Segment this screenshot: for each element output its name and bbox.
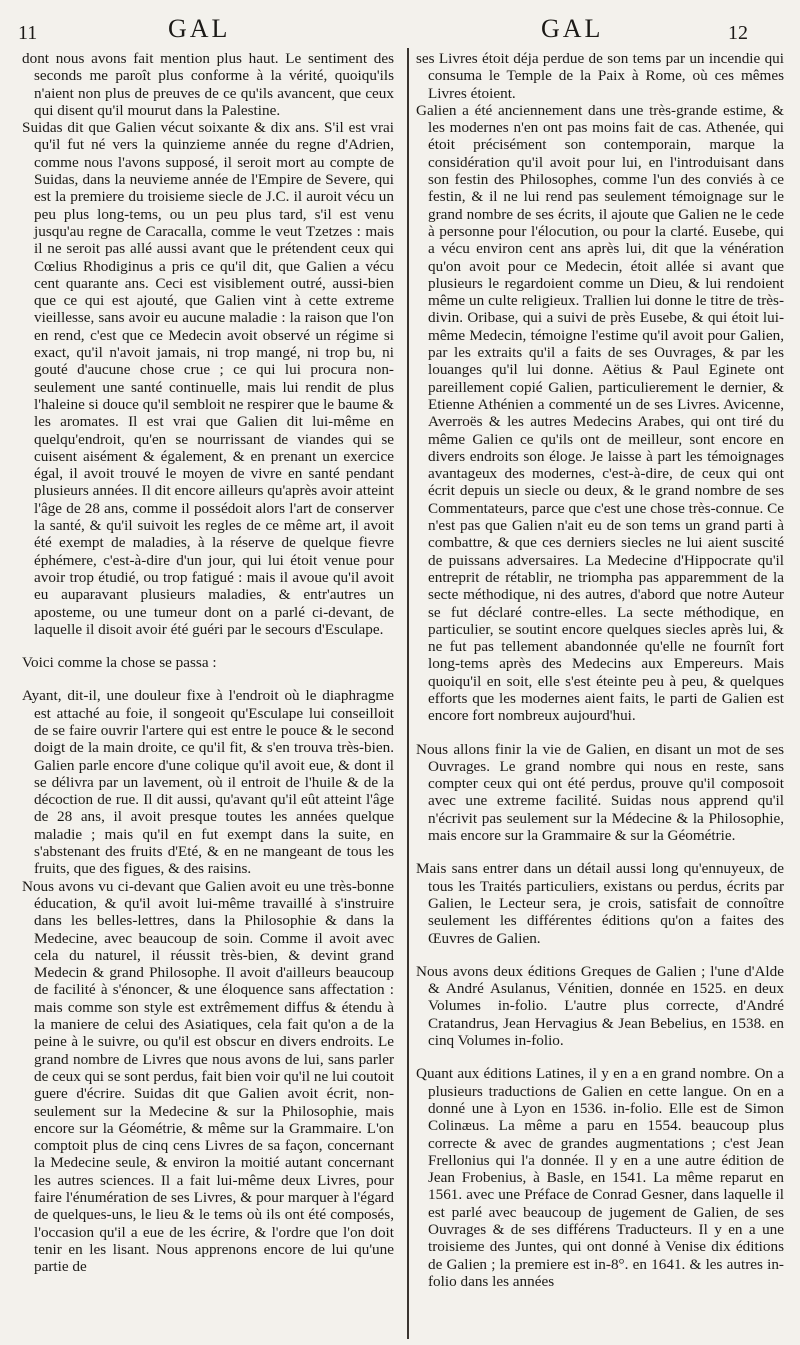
paragraph: Ayant, dit-il, une douleur fixe à l'endroit où le diaphragme est attaché au foie, il songeoit qu'Esculape lui conseilloit de se faire ouvrir l'artere qui est entre le pouce & le second doigt de la main droite, ce qu'il fit, & s'en trouva très-bien. Galien parle encore d'une colique qu'il avoit eue, & dont il se délivra par un lavement, où il entroit de l'huile & de la décoction de rue. Il dit aussi, qu'avant qu'il eût atteint l'âge de 28 ans, il avoit presque toutes les années quelque maladie ; mais qu'il en fut exempt dans la suite, en s'abstenant des fruits d'Eté, & en ne mangeant de tous les fruits, que des figues, & des raisins. xyxy=(22,687,394,878)
paragraph: Nous allons finir la vie de Galien, en disant un mot de ses Ouvrages. Le grand nombre qui nous en reste, sans compter ceux qui ont été perdus, prouve qu'il composoit avec une extreme facilité. Suidas nous apprend qu'il n'écrivit pas seulement sur la Médecine & la Philosophie, mais encore sur la Grammaire & sur la Géométrie. xyxy=(416,740,784,845)
paragraph: Galien a été anciennement dans une très-grande estime, & les modernes n'en ont pas moins fait de cas. Athenée, qui étoit précisément son contemporain, marque la considération qu'il avoit pour lui, en l'introduisant dans son festin des Philosophes, comme l'un des conviés à ce festin, & il ne lui rend pas seulement témoignage sur le grand nombre de ses écrits, il ajoute que Galien ne le cede à personne pour l'élocution, ou pour la clarté. Eusebe, qui a vécu environ cent ans après lui, dit que la vénération qu'on avoit pour ce Medecin, étoit allée si avant que plusieurs le regardoient comme un Dieu, & lui rendoient même un culte religieux. Trallien lui donne le titre de très-divin. Oribase, qui a suivi de près Eusebe, & qui étoit lui-même Medecin, témoigne l'estime qu'il avoit pour Galien, par les extraits qu'il a faits de ses Ouvrages, & par les louanges qu'il lui donne. Aëtius & Paul Eginete ont pareillement copié Galien, particulierement le dernier, & Etienne Athénien a commenté un de ses Livres. Avicenne, Averroës & les autres Medecins Arabes, qui ont tiré du même Galien ce qu'ils ont de meilleur, sont encore en divers endroits son éloge. Je laisse à part les témoignages avantageux des modernes, c'est-à-dire, de ceux qui ont écrit depuis un siecle ou deux, & le grand nombre de ses Commentateurs, parce que c'est une chose très-connue. Ce n'est pas que Galien n'ait eu de son tems un grand parti à combattre, & que ces derniers siecles ne lui aient suscité de puissans adversaires. La Medecine d'Hippocrate qu'il entreprit de rétablir, ne triompha pas apparemment de la secte méthodique, ni des autres, d'abord que notre Auteur se fut déclaré contre-elles. La secte méthodique, en particulier, se soutint encore quelques siecles après lui, & ne fut pas tellement abandonnée qu'elle ne fournît fort long-tems après des Medecins aux Empereurs. Mais quoiqu'il en soit, elle s'est éteinte peu à peu, & quelques efforts que les modernes aient faits, le parti de Galien est encore fort nombreux aujourd'hui. xyxy=(416,101,784,725)
running-head-left: GAL xyxy=(168,14,231,43)
right-column xyxy=(416,50,784,1290)
page-number-right: 12 xyxy=(728,22,748,44)
running-head-right: GAL xyxy=(541,14,604,43)
paragraph: ses Livres étoit déja perdue de son tems par un incendie qui consuma le Temple de la Paix à Rome, où ces mêmes Livres étoient. xyxy=(416,50,784,102)
paragraph: Mais sans entrer dans un détail aussi long qu'ennuyeux, de tous les Traités particuliers, existans ou perdus, écrits par Galien, le Lecteur sera, je crois, satisfait de connoître seulement les différentes éditions qu'on a faites des Œuvres de Galien. xyxy=(416,860,784,947)
paragraph: Quant aux éditions Latines, il y en a en grand nombre. On a plusieurs traductions de Galien en cette langue. On en a donné une à Lyon en 1536. in-folio. Elle est de Simon Colinæus. La même a paru en 1554. beaucoup plus correcte & avec de grandes augmentations ; c'est Jean Frellonius qui l'a donnée. Il y en a une autre édition de Jean Frobenius, à Basle, en 1541. La même reparut en 1561. avec une Préface de Conrad Gesner, dans laquelle il est parlé avec beaucoup de jugement de Galien, de ses Ouvrages & de ses différens Traducteurs. Il y en a une troisieme des Juntes, qui ont donné à Venise dix éditions de Galien ; la premiere est in-8°. en 1641. & les autres in-folio dans les années xyxy=(416,1065,784,1290)
page-number-left: 11 xyxy=(18,22,38,44)
paragraph: dont nous avons fait mention plus haut. Le sentiment des seconds me paroît plus conforme à la vérité, quoiqu'ils n'aient non plus de preuves de ce qu'ils avancent, que ceux qui disent qu'il mourut dans la Palestine. xyxy=(22,50,394,119)
paragraph: Nous avons vu ci-devant que Galien avoit eu une très-bonne éducation, & qu'il avoit lui-même travaillé à s'instruire dans les belles-lettres, dans la Philosophie & dans la Medecine, avec beaucoup de soin. Comme il avoit avec cela du naturel, il réussit très-bien, & devint grand Medecin & grand Philosophe. Il avoit d'ailleurs beaucoup de facilité à s'énoncer, & une éloquence sans affectation : mais comme son style est extrêmement diffus & étendu à la maniere de celui des Asiatiques, cela fait qu'on a de la peine à le suivre, ou qu'il est obscur en divers endroits. Le grand nombre de Livres que nous avons de lui, sans parler de ceux qui se sont perdus, fait bien voir qu'il ne lui coutoit guere d'écrire. Suidas dit que Galien avoit écrit, non-seulement sur la Medecine & sur la Philosophie, mais encore sur la Géométrie, & même sur la Grammaire. L'on comptoit plus de cinq cens Livres de sa façon, concernant la Medecine seule, & environ la moitié autant concernant les autres sciences. Il a fait lui-même deux Livres, pour faire l'énumération de ses Livres, & pour marquer à l'égard de quelques-uns, le lieu & le tems où ils ont été composés, l'occasion qu'il a eue de les écrire, & l'ordre que l'on doit tenir en les lisant. Nous apprenons encore de lui qu'une partie de xyxy=(22,877,394,1276)
paragraph: Suidas dit que Galien vécut soixante & dix ans. S'il est vrai qu'il fut né vers la quinzieme année du regne d'Adrien, comme nous l'avons supposé, il seroit mort au compte de Suidas, dans la neuvieme année de l'Empire de Severe, qui est la premiere du troisieme siecle de J.C. il auroit vécu un peu plus long-tems, ou un peu plus tard, s'il est venu jusqu'au regne de Caracalla, comme le veut Tzetzes : mais il ne seroit pas allé aussi avant que le prétendent ceux qui Cœlius Rhodiginus a pris ce qu'il dit, que Galien a vécu cent quarante ans. Ceci est visiblement outré, aussi-bien que ce qui est ajouté, que Galien vint à cette extreme vieillesse, sans avoir eu aucune maladie : la raison que l'on en rend, c'est que ce Medecin avoit observé un régime si exact, qu'il n'avoit jamais, ni trop mangé, ni trop bu, ni gouté d'aucune chose crue ; ce qui lui procura non-seulement une santé continuelle, mais lui rendit de plus l'haleine si douce qu'il sembloit ne respirer que le baume & les aromates. Il est vrai que Galien dit lui-même en quelqu'endroit, qu'en se nourrissant de viandes qui se cuisent aisément & également, & en prenant un exercice égal, il avoit trouvé le moyen de vivre en santé pendant plusieurs années. Il dit encore ailleurs qu'après avoir atteint l'âge de 28 ans, comme il possédoit alors l'art de conserver la santé, & qu'il suivoit les regles de ce même art, il avoit été exempt de maladies, à la réserve de quelque fievre éphémere, c'est-à-dire d'un jour, qui lui étoit venue pour avoir trop étudié, ou trop fatigué : mais il avoue qu'il avoit eu auparavant plusieurs maladies, & entr'autres un aposteme, ou une tumeur dont on a parlé ci-devant, de laquelle il disoit avoir été guéri par le secours d'Esculape. xyxy=(22,119,394,638)
left-column xyxy=(22,50,394,1275)
paragraph: Nous avons deux éditions Greques de Galien ; l'une d'Alde & André Asulanus, Vénitien, donnée en 1525. en deux Volumes in-folio. L'autre plus correcte, d'André Cratandrus, Jean Hervagius & Jean Bebelius, en 1538. en cinq Volumes in-folio. xyxy=(416,962,784,1050)
paragraph: Voici comme la chose se passa : xyxy=(22,654,217,672)
column-divider xyxy=(407,48,409,1339)
